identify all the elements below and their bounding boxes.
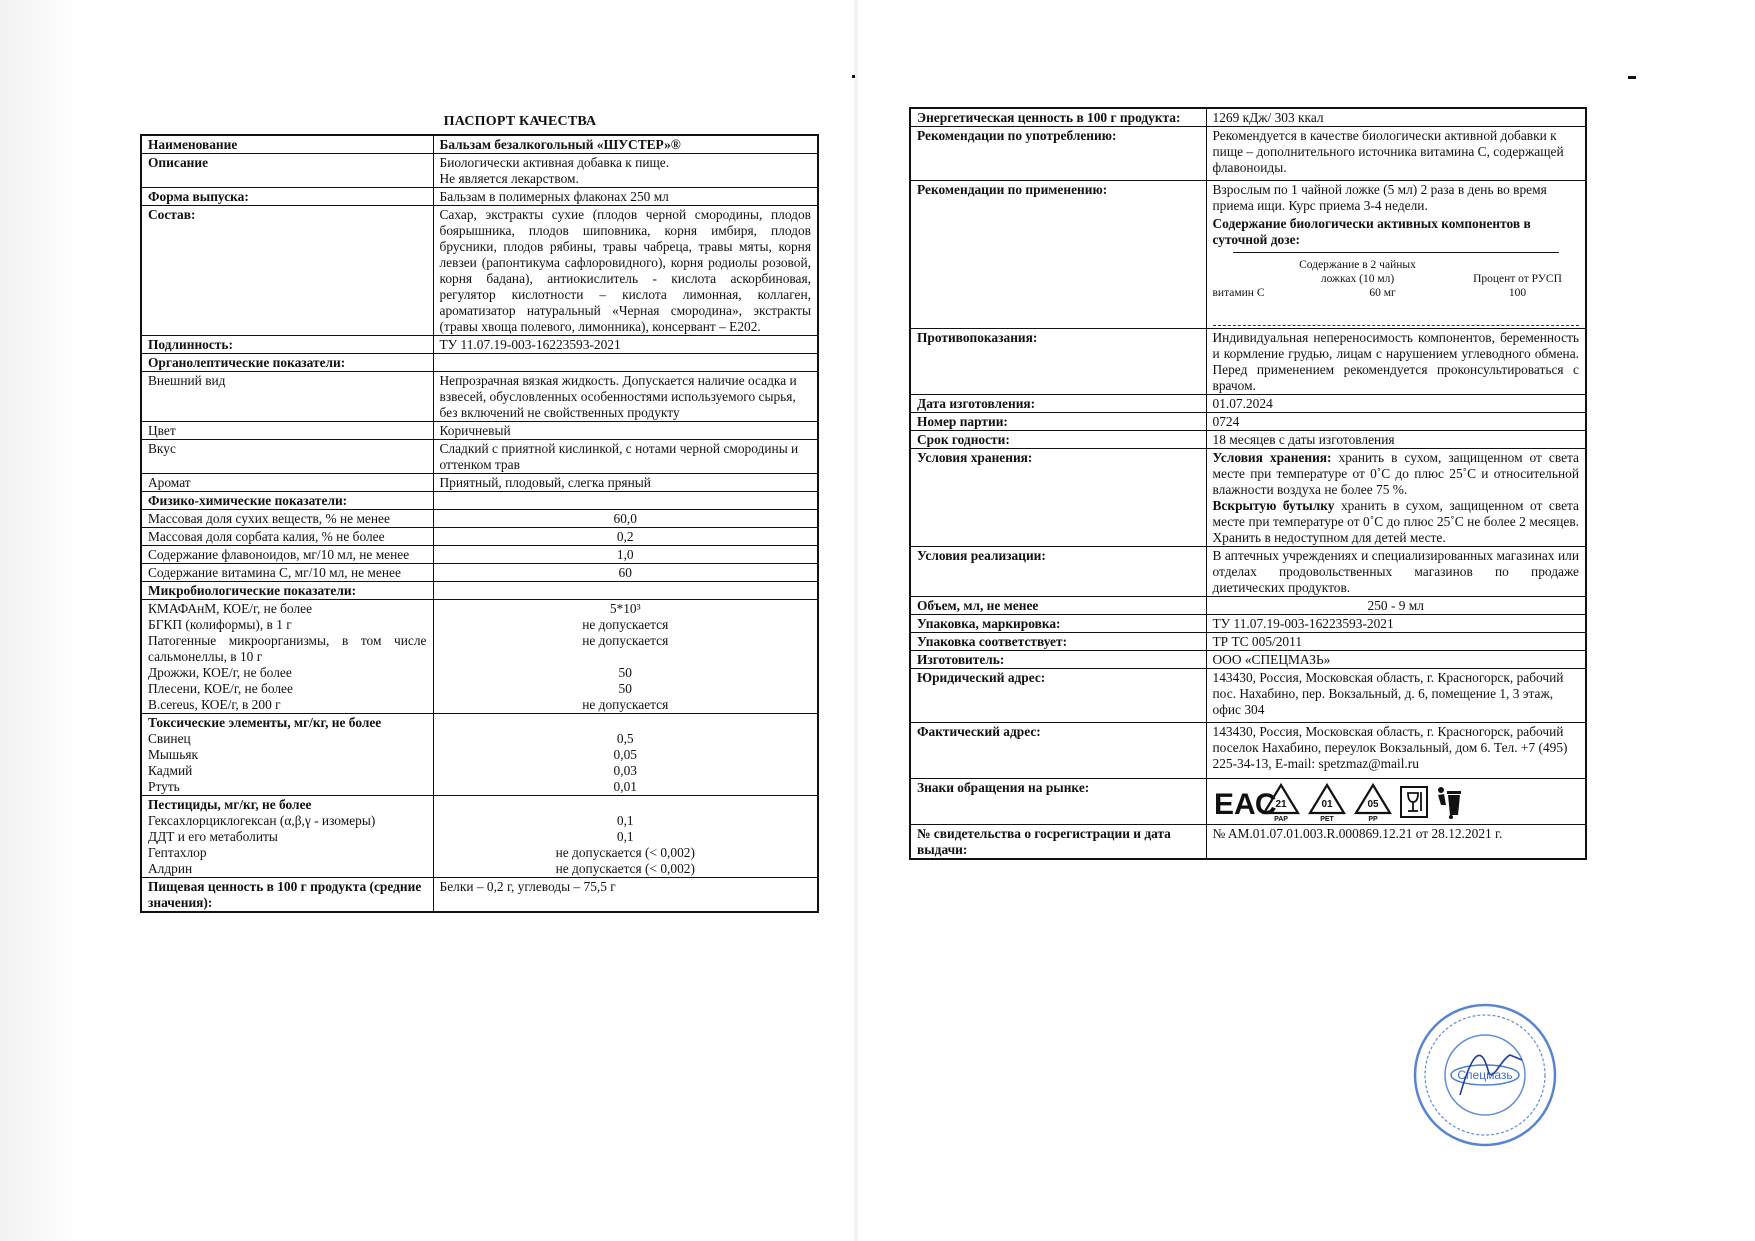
value-composition: Сахар, экстракты сухие (плодов черной смородины, плодов боярышника, плодов шиповника, корня имбиря, плодов брусники, плодов рябины, травы чабреца, травы мяты, корня левзеи (рапонтикума сафлоровидного), корня родиолы розовой, корня бадана), антиокислитель - кислота аскорбиновая, регулятор кислотности – кислота лимонная, коллаген, ароматизатор натуральный «Черная смородина», экстракты (травы хвоща полевого, лимонника), консервант – Е202. [433, 206, 818, 336]
company-stamp [1410, 1000, 1560, 1150]
label-storage: Условия хранения: [910, 449, 1206, 547]
row-appearance [141, 372, 818, 422]
value-micro-empty [433, 582, 818, 600]
page-fold [853, 0, 859, 1241]
value-food-value: Белки – 0,2 г, углеводы – 75,5 г [433, 878, 818, 913]
value-storage [1206, 449, 1586, 547]
storage-paragraph-1 [1213, 450, 1580, 498]
value-market-marks [1206, 779, 1586, 825]
value-shelf-life: 18 месяцев с даты изготовления [1206, 431, 1586, 449]
label-color: Цвет [141, 422, 433, 440]
toxic-value: 0,05 [613, 747, 637, 762]
storage-text-1: хранить в сухом, защищенном от света месте при температуре от 0˚С до плюс 25˚С и относительной влажности воздуха не более 75 %. [1212, 450, 1579, 497]
value-flavonoids: 1,0 [433, 546, 818, 564]
label-packaging-conformity: Упаковка соответствует: [910, 633, 1206, 651]
toxic-value-spacer [440, 715, 812, 731]
label-shelf-life: Срок годности: [910, 431, 1206, 449]
row-form [141, 188, 818, 206]
dose-header-percent: Процент от РУСП [1473, 273, 1562, 285]
value-sale-conditions: В аптечных учреждениях и специализированных магазинах или отделах продовольственных магазинов по продаже диетических продуктов. [1206, 547, 1586, 597]
micro-value: не допускается [582, 617, 669, 632]
value-mfg-date: 01.07.2024 [1206, 395, 1586, 413]
pesticide-item: Алдрин [148, 861, 193, 876]
value-vitamin-c: 60 [433, 564, 818, 582]
toxic-value: 0,03 [613, 763, 637, 778]
row-micro-items [141, 600, 818, 714]
row-use-recommendations [910, 127, 1586, 181]
micro-value: 5*10³ [609, 601, 641, 616]
pesticide-value: 0,1 [616, 829, 634, 844]
label-food-value: Пищевая ценность в 100 г продукта (средние значения): [141, 878, 433, 913]
pesticide-value-spacer [440, 797, 812, 813]
row-organoleptic-heading [141, 354, 818, 372]
micro-item: B.cereus, КОЕ/г, в 200 г [148, 697, 281, 712]
toxic-item: Кадмий [148, 763, 193, 778]
label-description: Описание [141, 154, 433, 188]
value-certificate: № AM.01.07.01.003.R.000869.12.21 от 28.12.2021 г. [1206, 825, 1586, 860]
value-use-recommendations: Рекомендуется в качестве биологически активной добавки к пище – дополнительного источника витамина С, содержащей флавоноиды. [1206, 127, 1586, 181]
label-sale-conditions: Условия реализации: [910, 547, 1206, 597]
dose-component-percent: 100 [1508, 287, 1527, 299]
market-marks-strip [1213, 780, 1580, 824]
row-sorbate [141, 528, 818, 546]
toxic-value: 0,5 [616, 731, 634, 746]
recycle-01-pet-icon [1307, 782, 1347, 822]
label-taste: Вкус [141, 440, 433, 474]
label-apply-recommendations: Рекомендации по применению: [910, 181, 1206, 329]
label-manufacturer: Изготовитель: [910, 651, 1206, 669]
row-certificate [910, 825, 1586, 860]
value-contraindications: Индивидуальная непереносимость компонентов, беременность и кормление грудью, лицам с нарушением углеводного обмена. Перед применением рекомендуется проконсультироваться с врачом. [1206, 329, 1586, 395]
micro-item: БГКП (колиформы), в 1 г [148, 617, 292, 632]
value-micro-items [433, 600, 818, 714]
row-contraindications [910, 329, 1586, 395]
value-aroma: Приятный, плодовый, слегка пряный [433, 474, 818, 492]
page-edge-shadow [0, 0, 78, 1241]
row-color [141, 422, 818, 440]
row-actual-address [910, 723, 1586, 779]
row-volume [910, 597, 1586, 615]
label-market-marks: Знаки обращения на рынке: [910, 779, 1206, 825]
micro-item: Дрожжи, КОЕ/г, не более [148, 665, 292, 680]
value-dry-matter: 60,0 [433, 510, 818, 528]
label-certificate: № свидетельства о госрегистрации и дата выдачи: [910, 825, 1206, 860]
row-description [141, 154, 818, 188]
label-actual-address: Фактический адрес: [910, 723, 1206, 779]
pesticide-value: не допускается (< 0,002) [555, 845, 695, 860]
quality-passport-table-right [909, 107, 1587, 860]
row-pesticides [141, 796, 818, 878]
value-batch: 0724 [1206, 413, 1586, 431]
row-apply-recommendations [910, 181, 1586, 329]
quality-passport-table-left [140, 134, 819, 913]
row-name [141, 135, 818, 154]
row-manufacturer [910, 651, 1586, 669]
row-authenticity [141, 336, 818, 354]
row-dry-matter [141, 510, 818, 528]
label-volume: Объем, мл, не менее [910, 597, 1206, 615]
row-batch [910, 413, 1586, 431]
row-taste [141, 440, 818, 474]
value-taste: Сладкий с приятной кислинкой, с нотами черной смородины и оттенком трав [433, 440, 818, 474]
speck [852, 75, 855, 78]
daily-dose-table [1213, 248, 1580, 328]
row-toxic [141, 714, 818, 796]
recycle-01-number: 01 [1320, 799, 1333, 810]
bin-icon [1435, 783, 1465, 821]
storage-paragraph-2 [1213, 498, 1580, 546]
row-composition [141, 206, 818, 336]
eac-mark-text: ЕАС [1213, 788, 1277, 821]
row-packaging [910, 615, 1586, 633]
micro-value: не допускается [582, 633, 669, 648]
value-actual-address: 143430, Россия, Московская область, г. Красногорск, рабочий поселок Нахабино, переулок Вокзальный, дом 6. Тел. +7 (495) 225-34-13, E-mail: spetzmaz@mail.ru [1206, 723, 1586, 779]
desc-line-2: Не является лекарством. [439, 171, 579, 186]
row-aroma [141, 474, 818, 492]
row-legal-address [910, 669, 1586, 723]
label-appearance: Внешний вид [141, 372, 433, 422]
row-mfg-date [910, 395, 1586, 413]
label-physchem: Физико-химические показатели: [141, 492, 433, 510]
label-vitamin-c: Содержание витамина С, мг/10 мл, не менее [141, 564, 433, 582]
micro-item: Плесени, КОЕ/г, не более [148, 681, 293, 696]
micro-value: не допускается [582, 697, 669, 712]
value-physchem-empty [433, 492, 818, 510]
toxic-value: 0,01 [613, 779, 637, 794]
value-volume: 250 - 9 мл [1206, 597, 1586, 615]
value-name: Бальзам безалкогольный «ШУСТЕР»® [433, 135, 818, 154]
speck [1628, 76, 1636, 79]
dose-header-amount: Содержание в 2 чайных ложках (10 мл) [1299, 259, 1416, 285]
label-form: Форма выпуска: [141, 188, 433, 206]
value-organoleptic-empty [433, 354, 818, 372]
pesticides-heading: Пестициды, мг/кг, не более [148, 797, 312, 812]
micro-value-spacer [440, 649, 812, 665]
label-packaging: Упаковка, маркировка: [910, 615, 1206, 633]
label-energy: Энергетическая ценность в 100 г продукта: [910, 108, 1206, 127]
micro-value: 50 [618, 681, 632, 696]
row-physchem-heading [141, 492, 818, 510]
label-micro-items [141, 600, 433, 714]
active-components-heading: Содержание биологически активных компонентов в суточной дозе: [1212, 216, 1531, 247]
row-micro-heading [141, 582, 818, 600]
dose-component-name: витамин С [1212, 287, 1265, 299]
dose-component-amount: 60 мг [1369, 287, 1396, 299]
micro-value: 50 [618, 665, 632, 680]
food-contact-icon [1399, 784, 1429, 820]
label-organoleptic: Органолептические показатели: [141, 354, 433, 372]
label-sorbate: Массовая доля сорбата калия, % не более [141, 528, 433, 546]
pesticide-item: Гептахлор [148, 845, 207, 860]
label-use-recommendations: Рекомендации по употреблению: [910, 127, 1206, 181]
recycle-05-code: PP [1367, 816, 1378, 823]
label-aroma: Аромат [141, 474, 433, 492]
value-form: Бальзам в полимерных флаконах 250 мл [433, 188, 818, 206]
apply-text: Взрослым по 1 чайной ложке (5 мл) 2 раза в день во время приема ищи. Курс приема 3-4 недели. [1212, 182, 1547, 213]
row-flavonoids [141, 546, 818, 564]
label-toxic [141, 714, 433, 796]
recycle-05-number: 05 [1366, 799, 1379, 810]
row-energy [910, 108, 1586, 127]
label-name: Наименование [141, 135, 433, 154]
value-packaging-conformity: ТР ТС 005/2011 [1206, 633, 1586, 651]
label-contraindications: Противопоказания: [910, 329, 1206, 395]
label-composition: Состав: [141, 206, 433, 336]
value-color: Коричневый [433, 422, 818, 440]
row-packaging-conformity [910, 633, 1586, 651]
value-packaging: ТУ 11.07.19-003-16223593-2021 [1206, 615, 1586, 633]
value-authenticity: ТУ 11.07.19-003-16223593-2021 [433, 336, 818, 354]
label-mfg-date: Дата изготовления: [910, 395, 1206, 413]
label-dry-matter: Массовая доля сухих веществ, % не менее [141, 510, 433, 528]
stamp-center-text: Спецмазь [1457, 1068, 1513, 1082]
toxic-heading: Токсические элементы, мг/кг, не более [148, 715, 382, 730]
value-apply-recommendations [1206, 181, 1586, 329]
row-shelf-life [910, 431, 1586, 449]
recycle-05-pp-icon [1353, 782, 1393, 822]
desc-line-1: Биологически активная добавка к пище. [439, 155, 670, 170]
value-description [433, 154, 818, 188]
pesticide-item: Гексахлорциклогексан (α,β,γ - изомеры) [148, 813, 376, 828]
toxic-item: Свинец [148, 731, 191, 746]
row-vitamin-c [141, 564, 818, 582]
value-manufacturer: ООО «СПЕЦМАЗЬ» [1206, 651, 1586, 669]
storage-lead-2: Вскрытую бутылку [1212, 498, 1335, 513]
pesticide-item: ДДТ и его метаболиты [148, 829, 278, 844]
toxic-item: Мышьяк [148, 747, 198, 762]
value-pesticides [433, 796, 818, 878]
value-toxic [433, 714, 818, 796]
label-batch: Номер партии: [910, 413, 1206, 431]
value-sorbate: 0,2 [433, 528, 818, 546]
storage-lead-1: Условия хранения: [1212, 450, 1332, 465]
micro-item: КМАФАнМ, КОЕ/г, не более [148, 601, 313, 616]
document-title: ПАСПОРТ КАЧЕСТВА [443, 114, 597, 129]
label-authenticity: Подлинность: [141, 336, 433, 354]
toxic-item: Ртуть [148, 779, 180, 794]
storage-text-2: хранить в сухом, защищенном от света месте при температуре от 0˚С до плюс 25˚С не более 2 месяцев. Хранить в недоступном для детей месте. [1212, 498, 1579, 545]
value-appearance: Непрозрачная вязкая жидкость. Допускается наличие осадка и взвесей, обусловленных особенностями используемого сырья, без включений не свойственных продукту [433, 372, 818, 422]
pesticide-value: не допускается (< 0,002) [555, 861, 695, 876]
row-sale-conditions [910, 547, 1586, 597]
recycle-21-code: PAP [1273, 816, 1288, 823]
eac-mark-icon [1213, 784, 1277, 821]
row-food-value [141, 878, 818, 913]
row-market-marks [910, 779, 1586, 825]
label-pesticides [141, 796, 433, 878]
dose-rule-top [1233, 252, 1560, 253]
label-flavonoids: Содержание флавоноидов, мг/10 мл, не менее [141, 546, 433, 564]
recycle-21-pap-icon [1261, 782, 1301, 822]
label-legal-address: Юридический адрес: [910, 669, 1206, 723]
row-storage [910, 449, 1586, 547]
dose-rule-bottom [1213, 325, 1580, 326]
micro-item: Патогенные микроорганизмы, в том числе сальмонеллы, в 10 г [148, 633, 427, 664]
pesticide-value: 0,1 [616, 813, 634, 828]
value-legal-address: 143430, Россия, Московская область, г. Красногорск, рабочий пос. Нахабино, пер. Вокзальный, д. 6, помещение 1, 3 этаж, офис 304 [1206, 669, 1586, 723]
recycle-21-number: 21 [1274, 799, 1287, 810]
label-micro: Микробиологические показатели: [141, 582, 433, 600]
recycle-01-code: PET [1319, 816, 1334, 823]
value-energy: 1269 кДж/ 303 ккал [1206, 108, 1586, 127]
